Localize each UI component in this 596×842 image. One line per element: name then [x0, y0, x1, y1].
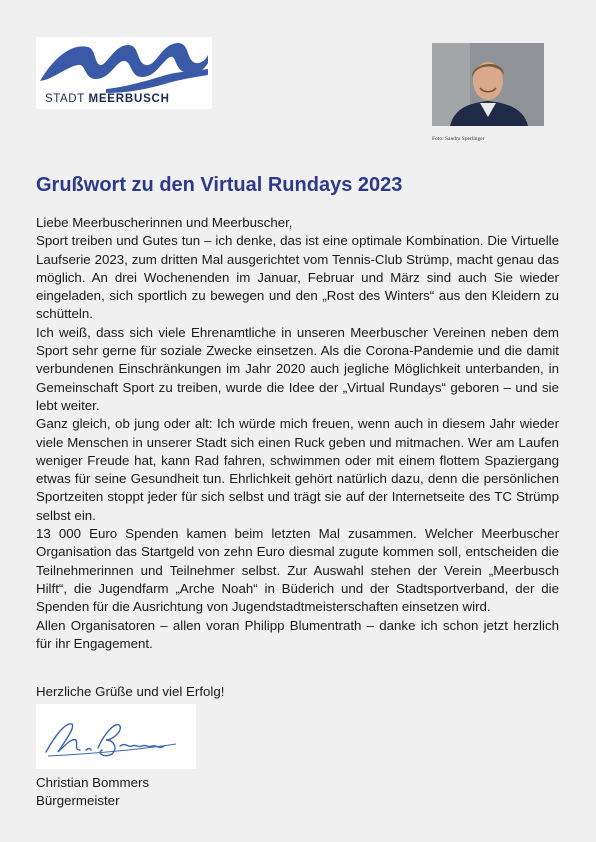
portrait-photo	[432, 43, 544, 126]
letter-body	[36, 214, 559, 653]
paragraph: Allen Organisatoren – allen voran Philipp Blumentrath – danke ich schon jetzt herzlich für ihr Engagement.	[36, 617, 559, 651]
signature-icon	[36, 704, 196, 769]
paragraph: Sport treiben und Gutes tun – ich denke, das ist eine optimale Kombination. Die Virtuelle Laufserie 2023, zum dritten Mal ausgerichtet vom Tennis-Club Strümp, macht genau das möglich. An drei Wochenenden im Januar, Februar und März sind auch Sie wieder eingeladen, sich sportlich zu bewegen und den „Rost des Winters“ aus den Kleidern zu schütteln.	[36, 233, 559, 322]
signer-block	[36, 774, 149, 810]
signer-name: Christian Bommers	[36, 775, 150, 790]
photo-credit: Foto: Sandra Sperlinger	[432, 136, 485, 142]
page-title: Grußwort zu den Virtual Rundays 2023	[36, 174, 403, 196]
signer-role: Bürgermeister	[36, 793, 120, 808]
paragraph: Ganz gleich, ob jung oder alt: Ich würde mich freuen, wenn auch in diesem Jahr wieder viele Menschen in unserer Stadt sich einen Ruck geben und mitmachen. Wer am Laufen weniger Freude hat, kann Rad fahren, schwimmen oder mit einem flottem Spaziergang etwas für seine Gesundheit tun. Ehrlichkeit gehört natürlich dazu, denn die persönlichen Sportzeiten stoppt jeder für sich selbst und trägt sie auf der Internetseite des TC Strümp selbst ein.	[36, 416, 559, 523]
stadt-meerbusch-logo	[36, 37, 212, 109]
closing-line: Herzliche Grüße und viel Erfolg!	[36, 684, 225, 699]
paragraph: 13 000 Euro Spenden kamen beim letzten Mal zusammen. Welcher Meerbuscher Organisation das Startgeld von zehn Euro diesmal zugute kommen soll, entscheiden die Teilnehmerinnen und Teilnehmer selbst. Zur Auswahl stehen der Verein „Meerbusch Hilft“, die Jugendfarm „Arche Noah“ in Büderich und der Stadtsportverband, der die Spenden für die Ausrichtung von Jugendstadtmeisterschaften einsetzen wird.	[36, 526, 559, 615]
portrait-image	[432, 43, 544, 126]
paragraph: Ich weiß, dass sich viele Ehrenamtliche in unseren Meerbuscher Vereinen neben dem Sport sehr gerne für soziale Zwecke einsetzen. Als die Corona-Pandemie und die damit verbundenen Einschränkungen im Jahr 2020 auch jegliche Möglichkeit unterbanden, in Gemeinschaft Sport zu treiben, wurde die Idee der „Virtual Rundays“ geboren – und sie lebt weiter.	[36, 324, 559, 413]
handwritten-signature	[36, 704, 196, 769]
logo-wordmark: STADT MEERBUSCH	[45, 93, 170, 105]
salutation: Liebe Meerbuscherinnen und Meerbuscher,	[36, 215, 293, 230]
